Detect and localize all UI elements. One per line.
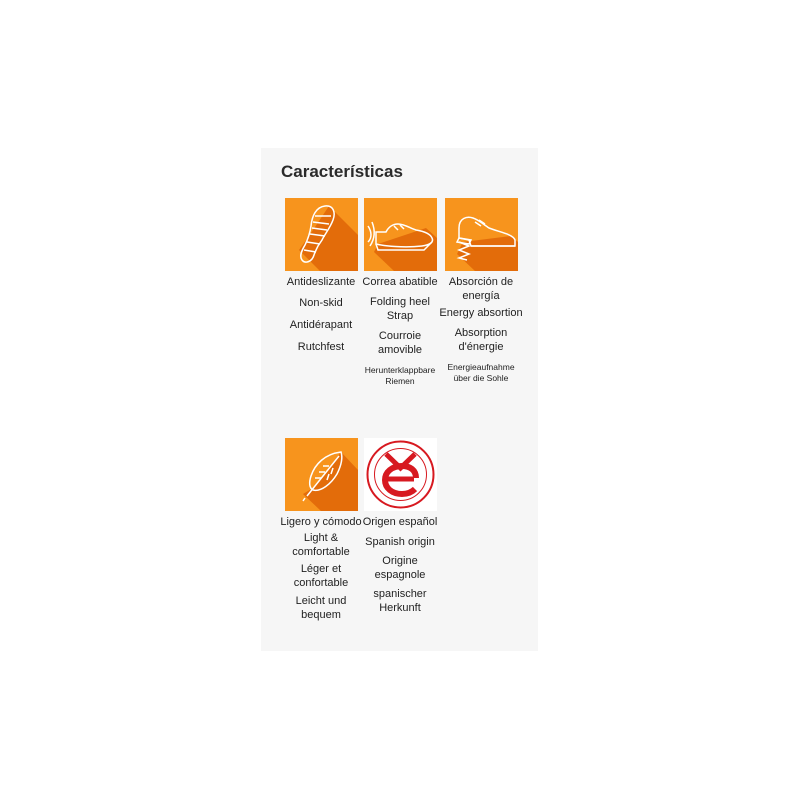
label-en: Spanish origin <box>365 536 435 548</box>
label-es: Correa abatible <box>362 276 438 288</box>
label-es: Absorción de energía <box>448 276 514 302</box>
label-en: Folding heel Strap <box>370 296 430 322</box>
label-es: Ligero y cómodo <box>280 516 362 528</box>
label-de: Leicht und bequem <box>295 595 347 621</box>
spanish-origin-seal-icon <box>364 438 437 511</box>
label-fr: Courroie amovible <box>377 330 423 356</box>
feature-non-skid <box>278 198 364 354</box>
label-en: Light & comfortable <box>292 532 350 558</box>
section-title: Características <box>281 162 403 181</box>
label-de: spanischer Herkunft <box>373 588 427 614</box>
clog-shoe-icon <box>364 198 437 271</box>
heel-spring-shoe-icon <box>445 198 518 271</box>
label-fr: Antidérapant <box>289 319 353 331</box>
label-de: Herunterklappbare Riemen <box>364 365 436 386</box>
label-en: Energy absortion <box>439 307 523 319</box>
feature-spanish-origin <box>357 438 443 615</box>
feature-light-comfortable <box>278 438 364 622</box>
label-es: Antideslizante <box>286 276 356 288</box>
label-fr: Léger et confortable <box>293 563 349 589</box>
label-fr: Origine espagnole <box>374 555 426 581</box>
label-de: Energieaufnahme über die Sohle <box>447 362 515 383</box>
label-es: Origen español <box>362 516 438 528</box>
label-de: Rutchfest <box>297 341 345 353</box>
label-fr: Absorption d'énergie <box>454 327 508 353</box>
label-en: Non-skid <box>299 297 343 309</box>
feature-energy-absorption <box>438 198 524 384</box>
shoe-sole-icon <box>285 198 358 271</box>
feather-icon <box>285 438 358 511</box>
feature-folding-heel-strap <box>357 198 443 387</box>
